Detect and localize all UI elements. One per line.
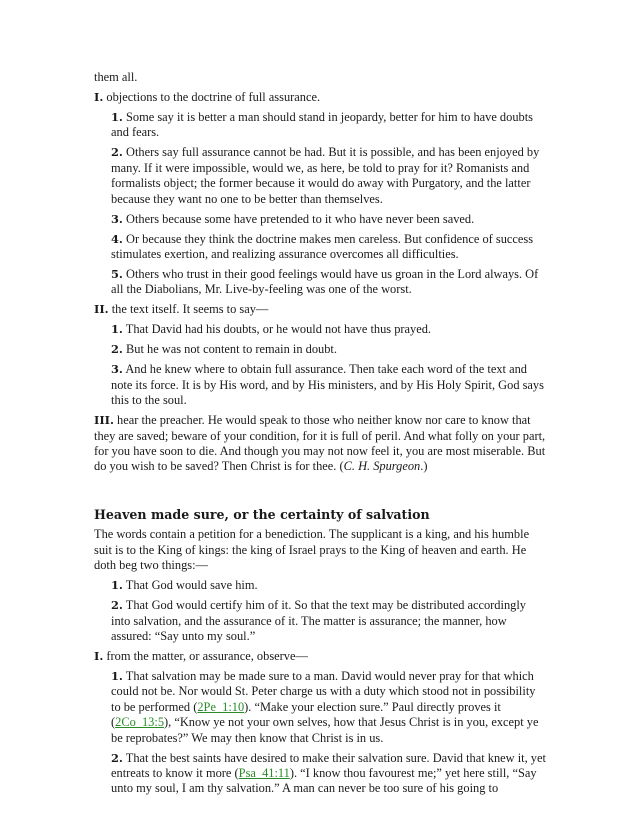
section-ii-text: II. the text itself. It seems to say— (94, 302, 269, 317)
scripture-link-psa-41-11[interactable]: Psa_41:11 (238, 765, 290, 780)
document-page (94, 70, 546, 801)
section-iii-preacher: III. hear the preacher. He would speak to those who neither know nor care to know that they are saved; beware of your condition, for it is full of peril. And what folly on your part, for you have soon to die. And though you may not now feel it, you are most miserable. But do you wish to be saved? Then Christ is for thee. (C. H. Spurgeon.) (94, 413, 546, 474)
list-item: 2. But he was not content to remain in doubt. (111, 342, 337, 357)
author-name: C. H. Spurgeon (343, 459, 421, 474)
item-number: 1. (111, 668, 123, 683)
item-number: 5. (111, 267, 123, 282)
section-i-matter: I. from the matter, or assurance, observe— (94, 648, 308, 663)
item-number: 2. (111, 598, 123, 613)
roman-numeral: II. (94, 302, 109, 317)
list-item: 1. That God would save him. (111, 578, 258, 593)
item-number: 1. (111, 322, 123, 337)
intro-paragraph: The words contain a petition for a benediction. The supplicant is a king, and his humble suit is to the King of kings: the king of Israel prays to the King of heaven and earth. He doth beg two things:— (94, 527, 530, 573)
roman-numeral: I. (94, 648, 104, 663)
item-number: 2. (111, 145, 123, 160)
item-number: 3. (111, 362, 123, 377)
item-number: 4. (111, 231, 123, 246)
section-heading: Heaven made sure, or the certainty of salvation (94, 506, 430, 522)
list-item: 5. Others who trust in their good feelings would have us groan in the Lord always. Of all the Diabolians, Mr. Live-by-feeling was one of the worst. (111, 267, 539, 297)
scripture-link-2co-13-5[interactable]: 2Co_13:5 (115, 715, 165, 730)
paragraph: them all. (94, 70, 138, 84)
roman-numeral: III. (94, 413, 114, 428)
list-item: 2. That God would certify him of it. So that the text may be distributed accordingly into salvation, and the assurance of it. The matter is assurance; the manner, how assured: “Say unto my soul.” (111, 598, 526, 643)
list-item: 1. Some say it is better a man should stand in jeopardy, better for him to have doubts and fears. (111, 110, 533, 140)
section-i-objections: I. objections to the doctrine of full assurance. (94, 90, 321, 104)
list-item: 1. That David had his doubts, or he would not have thus prayed. (111, 322, 432, 337)
list-item: 3. Others because some have pretended to it who have never been saved. (111, 211, 475, 226)
list-item: 2. That the best saints have desired to make their salvation sure. David that knew it, yet entreats to know it more (Psa_41:11). “I know thou favourest me;” yet here still, “Say unto my soul, I am thy salvation.” A man can never be too sure of his going to (111, 750, 546, 796)
item-number: 1. (111, 110, 123, 124)
list-item: 3. And he knew where to obtain full assurance. Then take each word of the text and note its force. It is by His word, and by His ministers, and by His Holy Spirit, God says this to the soul. (111, 362, 544, 408)
item-number: 3. (111, 211, 123, 226)
list-item: 4. Or because they think the doctrine makes men careless. But confidence of success stimulates exertion, and realizing assurance overcomes all difficulties. (111, 231, 534, 262)
item-number: 2. (111, 342, 123, 357)
item-number: 2. (111, 750, 123, 765)
scripture-link-2pe-1-10[interactable]: 2Pe_1:10 (197, 699, 245, 714)
list-item: 2. Others say full assurance cannot be had. But it is possible, and has been enjoyed by many. If it were impossible, would we, as here, be told to pray for it? Romanists and formalists object; the former because it would do away with Purgatory, and the latter because they want no one to be better than themselves. (111, 145, 540, 206)
list-item: 1. That salvation may be made sure to a man. David would never pray for that which could not be. Nor would St. Peter charge us with a duty which stood not in possibility to be performed (2Pe_1:10). “Make your election sure.” Paul directly proves it (2Co_13:5), “Know ye not your own selves, how that Jesus Christ is in you, except ye be reprobates?” We may then know that Christ is in us. (111, 668, 539, 745)
roman-numeral: I. (94, 90, 104, 104)
item-number: 1. (111, 578, 123, 593)
